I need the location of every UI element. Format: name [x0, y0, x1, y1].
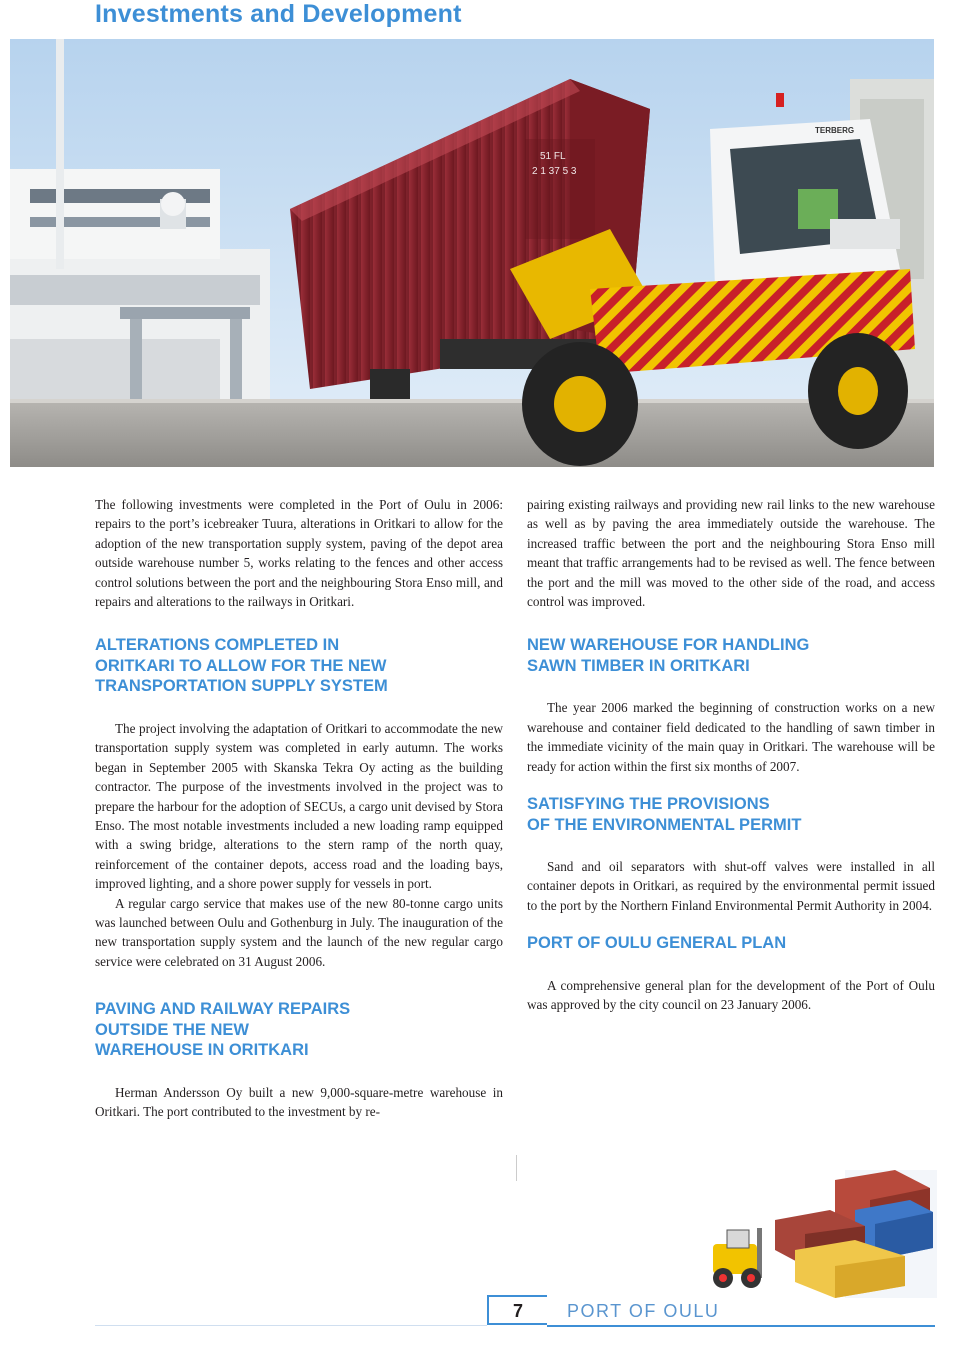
heading-line: PORT OF OULU GENERAL PLAN	[527, 934, 787, 953]
footer-publication-name: PORT OF OULU	[567, 1301, 720, 1321]
paving-paragraph-1: Herman Andersson Oy built a new 9,000-square-metre warehouse in Oritkari. The port contributed to the investment by re-	[95, 1084, 503, 1120]
heading-line: ALTERATIONS COMPLETED IN	[95, 636, 340, 655]
heading-line: NEW WAREHOUSE FOR HANDLING	[527, 636, 810, 655]
continuation-paragraph: pairing existing railways and providing new rail links to the new warehouse as well as by paving the area immediately outside the warehouse. The increased traffic between the port and the neighbouring Stora Enso mill meant that traffic arrangements had to be revised as well. The fence between the port and the mill was moved to the other side of the road, and access control was improved.	[527, 497, 935, 610]
svg-text:2 1 37 5 3: 2 1 37 5 3	[532, 166, 577, 177]
hero-photo	[10, 39, 934, 467]
section-heading-paving	[95, 999, 503, 1061]
alterations-paragraph-1: The project involving the adaptation of Oritkari to accommodate the new transportation supply system was completed in early autumn. The works began in September 2005 with Skanska Tekra Oy acting as the building contractor. The purpose of the investments involved in the project was to prepare the harbour for the adoption of SECUs, a cargo unit devised by Stora Enso. The most notable investments included a new loading ramp equipped with a swing bridge, alterations to the stern ramp of the north quay, reinforcement of the container depots, access road and the loading bays, improved lighting, and a shore power supply for vessels in port.	[95, 720, 503, 892]
page-number: 7	[487, 1295, 547, 1325]
alterations-paragraph-2: A regular cargo service that makes use of the new 80-tonne cargo units was launched between Oulu and Gothenburg in July. The inauguration of the new transportation supply system and the launch of the new regular cargo service were celebrated on 31 August 2006.	[95, 895, 503, 969]
general-plan-paragraph: A comprehensive general plan for the development of the Port of Oulu was approved by the city council on 23 January 2006.	[527, 977, 935, 1013]
heading-line: WAREHOUSE IN ORITKARI	[95, 1041, 309, 1060]
container-illustration	[705, 1170, 937, 1298]
heading-line: OUTSIDE THE NEW	[95, 1020, 250, 1039]
warehouse-paragraph: The year 2006 marked the beginning of construction works on a new warehouse and container field dedicated to the handling of sawn timber in the immediate vicinity of the main quay in Oritkari. The warehouse will be ready for action within the first six months of 2007.	[527, 700, 935, 774]
heading-line: TRANSPORTATION SUPPLY SYSTEM	[95, 677, 388, 696]
svg-text:51 FL: 51 FL	[540, 151, 566, 162]
heading-line: PAVING AND RAILWAY REPAIRS	[95, 1000, 351, 1019]
heading-line: OF THE ENVIRONMENTAL PERMIT	[527, 815, 802, 834]
section-heading-environmental-permit	[527, 794, 935, 835]
page-title: Investments and Development	[95, 0, 462, 28]
left-column	[95, 495, 503, 1122]
heading-line: ORITKARI TO ALLOW FOR THE NEW	[95, 656, 387, 675]
section-heading-new-warehouse	[527, 635, 935, 676]
footer-rule	[547, 1325, 935, 1327]
column-divider	[516, 1155, 517, 1181]
footer-rule-left	[95, 1325, 487, 1326]
section-heading-alterations	[95, 635, 503, 697]
section-heading-general-plan	[527, 933, 935, 954]
intro-paragraph: The following investments were completed in the Port of Oulu in 2006: repairs to the port’s icebreaker Tuura, alterations in Oritkari to allow for the adoption of the new transportation supply system, paving of the depot area outside warehouse number 5, works relating to the fences and other access control solutions between the port and the neighbouring Stora Enso mill, and repairs and alterations to the railways in Oritkari.	[95, 497, 503, 610]
permit-paragraph: Sand and oil separators with shut-off valves were installed in all container depots in Oritkari, as required by the environmental permit issued to the port by the Northern Finland Environmental Permit Authority in 2004.	[527, 859, 935, 913]
heading-line: SAWN TIMBER IN ORITKARI	[527, 656, 750, 675]
svg-text:TERBERG: TERBERG	[815, 126, 855, 135]
right-column	[527, 495, 935, 1015]
heading-line: SATISFYING THE PROVISIONS	[527, 795, 770, 814]
